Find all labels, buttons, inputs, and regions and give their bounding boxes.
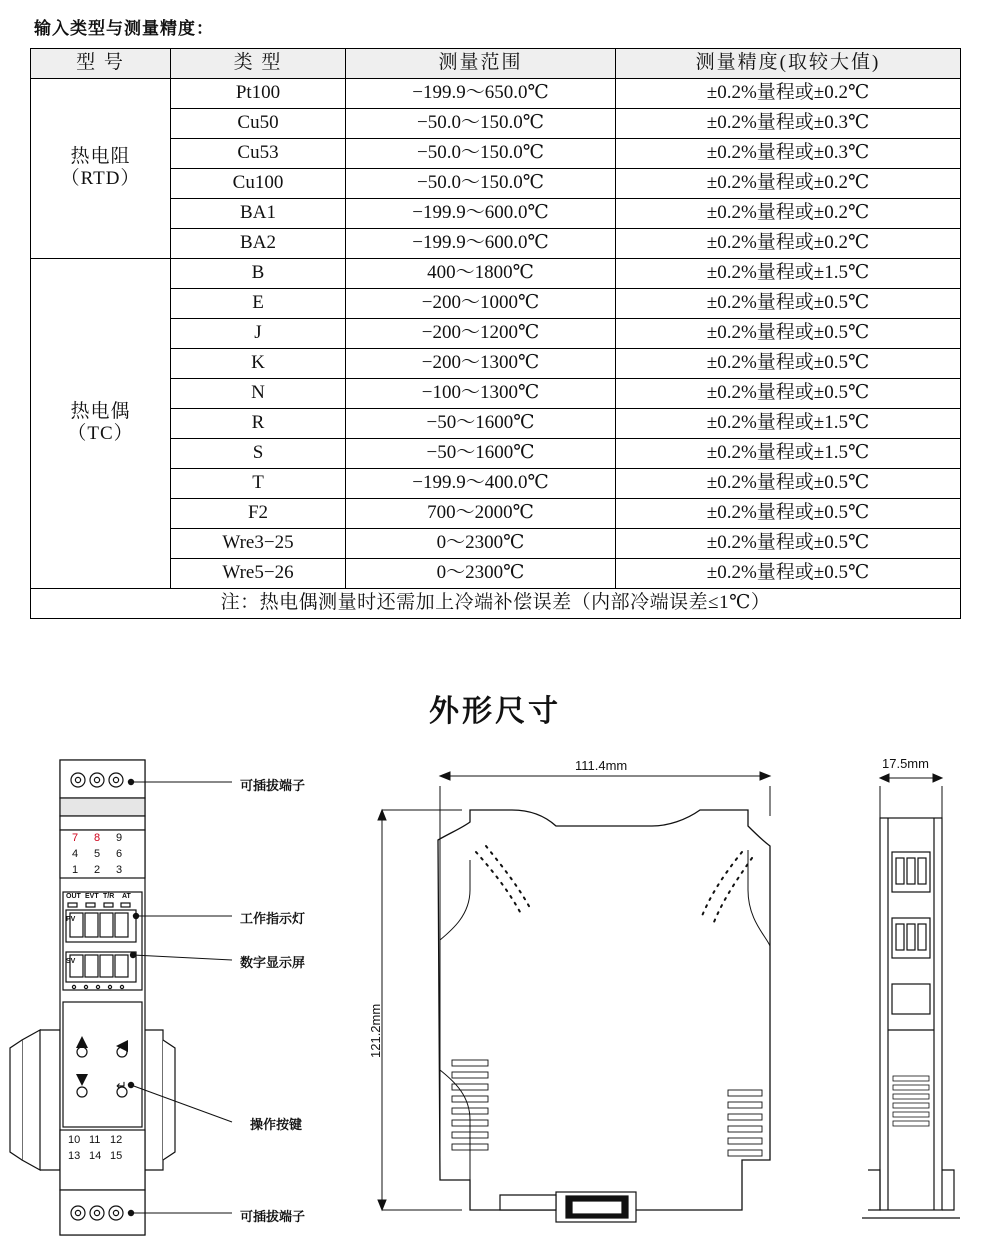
terminal-number: 6 — [116, 848, 123, 860]
dim-width-label: 111.4mm — [575, 758, 628, 773]
terminal-number: 12 — [110, 1134, 123, 1146]
cell-accuracy: ±0.2%量程或±1.5℃ — [616, 259, 961, 289]
table-row — [31, 319, 961, 349]
terminal-number: 9 — [116, 832, 123, 844]
table-row — [31, 229, 961, 259]
cell-range: −200～1300℃ — [346, 349, 616, 379]
callout-bottom-terminal: 可插拔端子 — [240, 1209, 306, 1224]
cell-accuracy: ±0.2%量程或±0.5℃ — [616, 319, 961, 349]
cell-type: E — [171, 289, 346, 319]
callout-indicator-lamp: 工作指示灯 — [240, 911, 306, 926]
dim-height-label: 121.2mm — [368, 1003, 383, 1058]
col-header-type: 类 型 — [171, 49, 346, 79]
table-row — [31, 379, 961, 409]
table-row — [31, 439, 961, 469]
cell-type: Pt100 — [171, 79, 346, 109]
svg-text:↵: ↵ — [116, 1079, 127, 1094]
cell-accuracy: ±0.2%量程或±0.5℃ — [616, 529, 961, 559]
cell-type: Cu50 — [171, 109, 346, 139]
cell-type: K — [171, 349, 346, 379]
table-row — [31, 499, 961, 529]
terminal-number: 13 — [68, 1150, 81, 1162]
cell-range: −50.0～150.0℃ — [346, 139, 616, 169]
cell-range: −50～1600℃ — [346, 439, 616, 469]
table-row — [31, 349, 961, 379]
cell-type: Cu100 — [171, 169, 346, 199]
table-note-row — [31, 589, 961, 619]
cell-accuracy: ±0.2%量程或±1.5℃ — [616, 409, 961, 439]
table-row — [31, 169, 961, 199]
sv-label: SV — [66, 958, 76, 965]
cell-range: −199.9～650.0℃ — [346, 79, 616, 109]
group-label-tc: 热电偶 （TC） — [31, 259, 171, 589]
cell-type: R — [171, 409, 346, 439]
terminal-number: 3 — [116, 864, 123, 876]
cell-range: −50.0～150.0℃ — [346, 109, 616, 139]
col-header-accuracy: 测量精度(取较大值) — [616, 49, 961, 79]
page-title: 输入类型与测量精度： — [34, 19, 214, 38]
indicator-label-at: AT — [122, 893, 131, 900]
cell-type: BA1 — [171, 199, 346, 229]
indicator-label-tr: T/R — [103, 893, 115, 900]
indicator-label-evt: EVT — [85, 893, 99, 900]
table-row — [31, 529, 961, 559]
col-header-model: 型 号 — [31, 49, 171, 79]
cell-type: F2 — [171, 499, 346, 529]
cell-accuracy: ±0.2%量程或±0.2℃ — [616, 199, 961, 229]
table-row — [31, 559, 961, 589]
callout-top-terminal: 可插拔端子 — [240, 778, 306, 793]
terminal-number: 7 — [72, 832, 79, 844]
terminal-number: 10 — [68, 1134, 81, 1146]
cell-accuracy: ±0.2%量程或±0.5℃ — [616, 289, 961, 319]
cell-type: Wre3−25 — [171, 529, 346, 559]
terminal-number: 5 — [94, 848, 101, 860]
cell-range: −200～1000℃ — [346, 289, 616, 319]
dimension-drawing — [0, 740, 990, 1255]
table-note: 注：热电偶测量时还需加上冷端补偿误差（内部冷端误差≤1℃） — [31, 589, 961, 619]
terminal-number: 1 — [72, 864, 79, 876]
cell-range: −50.0～150.0℃ — [346, 169, 616, 199]
cell-type: S — [171, 439, 346, 469]
cell-range: −200～1200℃ — [346, 319, 616, 349]
cell-range: −100～1300℃ — [346, 379, 616, 409]
cell-accuracy: ±0.2%量程或±0.5℃ — [616, 379, 961, 409]
cell-range: −199.9～600.0℃ — [346, 229, 616, 259]
terminal-number: 14 — [89, 1150, 102, 1162]
table-row — [31, 199, 961, 229]
cell-accuracy: ±0.2%量程或±0.2℃ — [616, 169, 961, 199]
cell-accuracy: ±0.2%量程或±0.2℃ — [616, 229, 961, 259]
cell-accuracy: ±0.2%量程或±0.3℃ — [616, 139, 961, 169]
cell-range: −199.9～400.0℃ — [346, 469, 616, 499]
indicator-label-out: OUT — [66, 893, 81, 900]
cell-type: N — [171, 379, 346, 409]
terminal-number: 15 — [110, 1150, 123, 1162]
table-row — [31, 79, 961, 109]
terminal-number: 11 — [89, 1134, 101, 1146]
cell-range: 700～2000℃ — [346, 499, 616, 529]
cell-type: Cu53 — [171, 139, 346, 169]
cell-type: BA2 — [171, 229, 346, 259]
table-row — [31, 289, 961, 319]
terminal-number: 8 — [94, 832, 101, 844]
cell-accuracy: ±0.2%量程或±0.3℃ — [616, 109, 961, 139]
cell-range: −50～1600℃ — [346, 409, 616, 439]
cell-accuracy: ±0.2%量程或±1.5℃ — [616, 439, 961, 469]
spec-table — [30, 48, 961, 619]
table-row — [31, 469, 961, 499]
cell-accuracy: ±0.2%量程或±0.5℃ — [616, 349, 961, 379]
callout-keys: 操作按键 — [250, 1117, 303, 1132]
group-label-rtd: 热电阻 （RTD） — [31, 79, 171, 259]
dimensions-title: 外形尺寸 — [429, 695, 561, 728]
terminal-number: 2 — [94, 864, 101, 876]
table-header-row — [31, 49, 961, 79]
pv-label: PV — [66, 916, 76, 923]
cell-range: 0～2300℃ — [346, 529, 616, 559]
col-header-range: 测量范围 — [346, 49, 616, 79]
cell-accuracy: ±0.2%量程或±0.5℃ — [616, 559, 961, 589]
table-row — [31, 139, 961, 169]
terminal-number: 4 — [72, 848, 79, 860]
cell-accuracy: ±0.2%量程或±0.2℃ — [616, 79, 961, 109]
cell-type: T — [171, 469, 346, 499]
cell-range: 0～2300℃ — [346, 559, 616, 589]
key-glyphs — [0, 740, 200, 1160]
table-row — [31, 409, 961, 439]
cell-accuracy: ±0.2%量程或±0.5℃ — [616, 469, 961, 499]
table-row — [31, 259, 961, 289]
cell-range: −199.9～600.0℃ — [346, 199, 616, 229]
callout-display: 数字显示屏 — [240, 955, 306, 970]
cell-type: J — [171, 319, 346, 349]
table-row — [31, 109, 961, 139]
dim-depth-label: 17.5mm — [882, 756, 929, 771]
cell-accuracy: ±0.2%量程或±0.5℃ — [616, 499, 961, 529]
cell-type: B — [171, 259, 346, 289]
cell-range: 400～1800℃ — [346, 259, 616, 289]
cell-type: Wre5−26 — [171, 559, 346, 589]
